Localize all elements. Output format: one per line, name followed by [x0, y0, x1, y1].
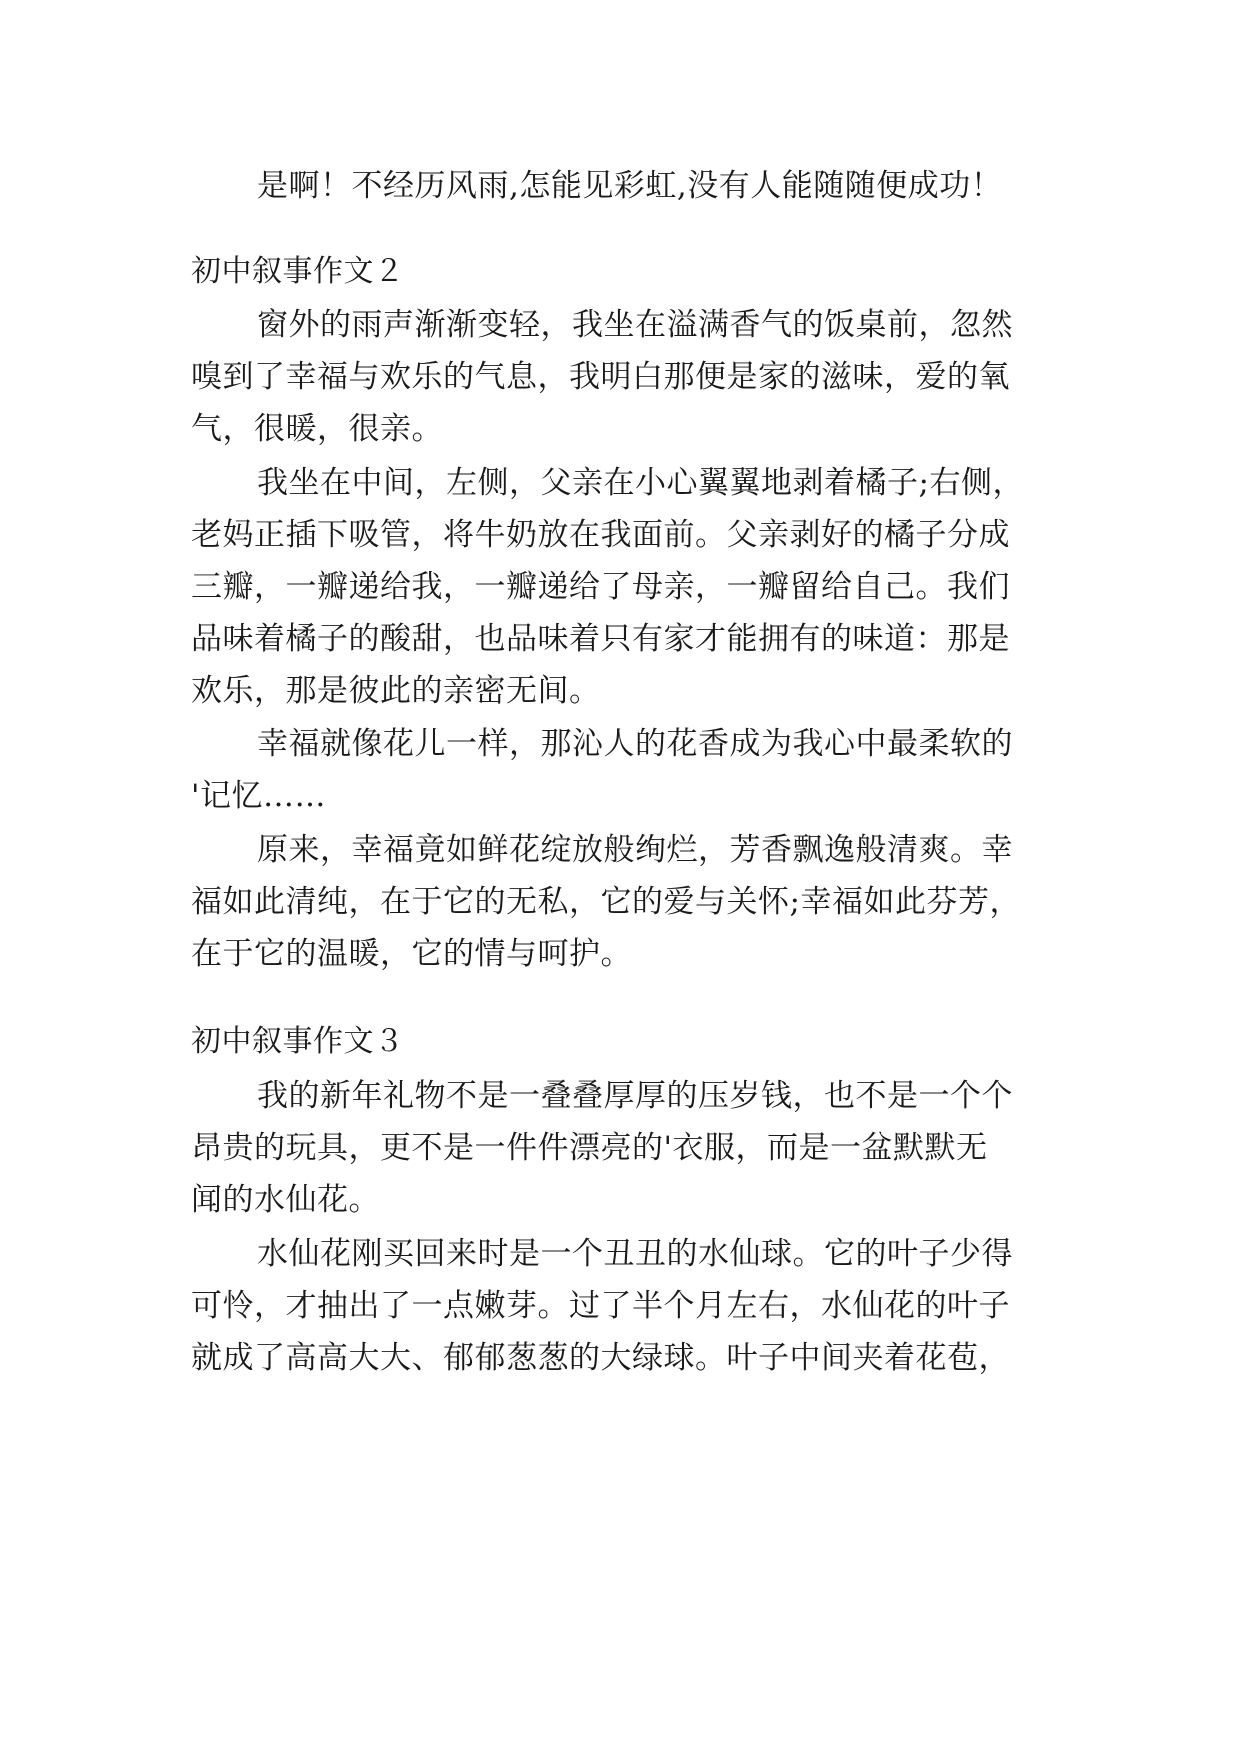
paragraph-line: 闻的水仙花。 [191, 1182, 380, 1218]
section-heading: 初中叙事作文３ [191, 1024, 405, 1059]
paragraph-line: 我坐在中间，左侧，父亲在小心翼翼地剥着橘子;右侧， [257, 465, 1024, 501]
paragraph-line: 窗外的雨声渐渐变轻，我坐在溢满香气的饭桌前，忽然 [257, 307, 1013, 343]
paragraph-line: 欢乐，那是彼此的亲密无间。 [191, 673, 601, 709]
paragraph-line: 嗅到了幸福与欢乐的气息，我明白那便是家的滋味，爱的氧 [191, 359, 1010, 395]
paragraph-line: 可怜，才抽出了一点嫩芽。过了半个月左右，水仙花的叶子 [191, 1288, 1010, 1324]
paragraph-line: 昂贵的玩具，更不是一件件漂亮的'衣服，而是一盆默默无 [191, 1130, 988, 1166]
paragraph-line: 在于它的温暖，它的情与呵护。 [191, 936, 632, 972]
paragraph-line: 原来，幸福竟如鲜花绽放般绚烂，芳香飘逸般清爽。幸 [257, 832, 1013, 868]
paragraph-line: 品味着橘子的酸甜，也品味着只有家才能拥有的味道：那是 [191, 621, 1010, 657]
paragraph-line: 老妈正插下吸管，将牛奶放在我面前。父亲剥好的橘子分成 [191, 517, 1010, 553]
paragraph-line: 水仙花刚买回来时是一个丑丑的水仙球。它的叶子少得 [257, 1236, 1013, 1272]
paragraph-line: 气，很暖，很亲。 [191, 411, 443, 447]
paragraph-line: 是啊！不经历风雨,怎能见彩虹,没有人能随随便成功！ [257, 168, 1003, 204]
paragraph-line: '记忆…… [191, 778, 327, 814]
paragraph-line: 幸福就像花儿一样，那沁人的花香成为我心中最柔软的 [257, 726, 1013, 762]
paragraph-line: 三瓣，一瓣递给我，一瓣递给了母亲，一瓣留给自己。我们 [191, 569, 1010, 605]
paragraph-line: 我的新年礼物不是一叠叠厚厚的压岁钱，也不是一个个 [257, 1078, 1013, 1114]
section-heading: 初中叙事作文２ [191, 254, 405, 289]
paragraph-line: 就成了高高大大、郁郁葱葱的大绿球。叶子中间夹着花苞， [191, 1340, 1010, 1376]
paragraph-line: 福如此清纯，在于它的无私，它的爱与关怀;幸福如此芬芳， [191, 884, 1021, 920]
